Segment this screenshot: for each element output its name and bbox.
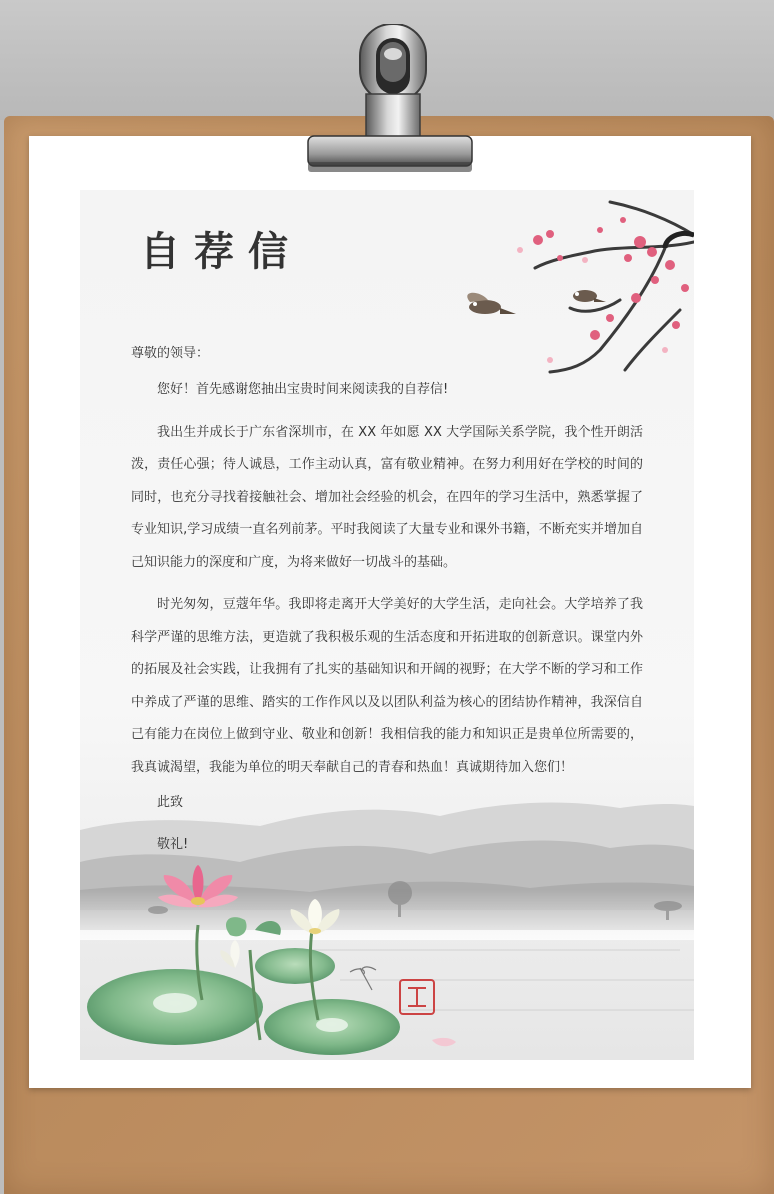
letter-closing: 此致 [157, 795, 184, 810]
mountains-illustration [80, 802, 694, 940]
letter-title: 自荐信 [140, 229, 302, 275]
letter-paragraph: 我出生并成长于广东省深圳市，在 XX 年如愿 XX 大学国际关系学院，我个性开朗活泼，责任心强；待人诚恳，工作主动认真，富有敬业精神。在努力利用好在学校的时间的同时，也充分寻找着接触社会、增加社会经验的机会，在四年的学习生活中，熟悉掌握了专业知识,学习成绩一直名列前茅。平时我阅读了大量专业和课外书籍，不断充实并增加自己知识能力的深度和广度，为将来做好一切战斗的基础。 [131, 424, 643, 570]
letter-greeting: 尊敬的领导： [131, 346, 210, 361]
letter-paragraph: 时光匆匆，豆蔻年华。我即将走离开大学美好的大学生活，走向社会。大学培养了我科学严谨的思维方法，更造就了我积极乐观的生活态度和开拓进取的创新意识。课堂内外的拓展及社会实践，让我拥有了扎实的基础知识和开阔的视野；在大学不断的学习和工作中养成了严谨的思维、踏实的工作作风以及以团队利益为核心的团结协作精神，我深信自己有能力在岗位上做到守业、敬业和创新！我相信我的能力和知识正是贵单位所需要的，我真诚渴望，我能为单位的明天奉献自己的青春和热血！真诚期待加入您们！ [131, 597, 643, 775]
plum-blossom-illustration [517, 202, 694, 372]
letter-salute: 敬礼! [157, 837, 189, 852]
letter-paragraph: 您好！首先感谢您抽出宝贵时间来阅读我的自荐信! [157, 382, 449, 397]
binder-clip-icon [300, 24, 480, 180]
seal-stamp [400, 980, 434, 1014]
dragonfly-illustration [350, 967, 376, 990]
letter-body [131, 374, 643, 794]
